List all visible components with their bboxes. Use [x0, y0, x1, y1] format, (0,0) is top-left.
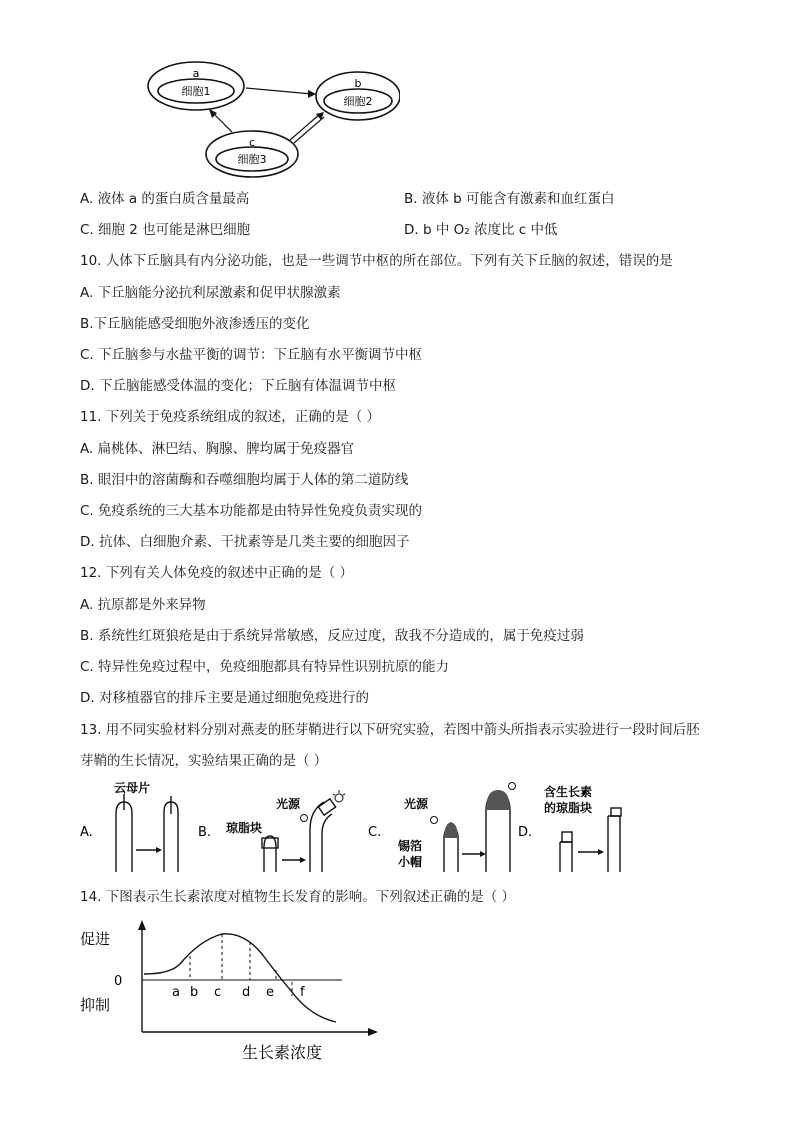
fluid-c-label: c [248, 136, 256, 149]
q10-option-a: A. 下丘脑能分泌抗利尿激素和促甲状腺激素 [80, 285, 341, 301]
q9-option-a: A. 液体 a 的蛋白质含量最高 [80, 191, 250, 207]
q9-option-b: B. 液体 b 可能含有激素和血红蛋白 [404, 191, 615, 207]
q13-c-light-label: 光源 [404, 797, 429, 811]
q10-option-b: B.下丘脑能感受细胞外液渗透压的变化 [80, 316, 310, 332]
q9-option-d: D. b 中 O₂ 浓度比 c 中低 [404, 222, 558, 238]
q10-option-c: C. 下丘脑参与水盐平衡的调节：下丘脑有水平衡调节中枢 [80, 347, 423, 363]
point-label-f: f [300, 985, 305, 1000]
point-label-b: b [190, 985, 199, 1000]
q12-option-d: D. 对移植器官的排斥主要是通过细胞免疫进行的 [80, 690, 369, 706]
q13-letter-a: A. [80, 825, 93, 840]
q13-mica-label: 云母片 [114, 781, 151, 795]
point-label-d: d [242, 985, 251, 1000]
q13-letter-d: D. [518, 825, 533, 840]
y-axis-zero-label: 0 [114, 974, 123, 989]
cell-2-label: 细胞2 [343, 95, 373, 108]
body-fluid-diagram [140, 58, 400, 180]
q13-auxin-agar-label-1: 含生长素 [544, 785, 593, 799]
fluid-a-label: a [192, 67, 200, 80]
q13-stem-line1: 13. 用不同实验材料分别对燕麦的胚芽鞘进行以下研究实验，若图中箭头所指表示实验进行一段时间后胚 [80, 722, 700, 738]
q11-option-c: C. 免疫系统的三大基本功能都是由特异性免疫负责实现的 [80, 503, 423, 519]
q13-auxin-agar-label-2: 的琼脂块 [544, 801, 593, 815]
q11-option-a: A. 扁桃体、淋巴结、胸腺、脾均属于免疫器官 [80, 441, 355, 457]
cell-3-label: 细胞3 [237, 153, 267, 166]
q13-letter-c: C. [368, 825, 382, 840]
y-axis-inhibit-label: 抑制 [80, 996, 111, 1014]
cell-1-label: 细胞1 [181, 85, 211, 98]
q10-option-d: D. 下丘脑能感受体温的变化；下丘脑有体温调节中枢 [80, 378, 396, 394]
x-axis-label: 生长素浓度 [242, 1043, 323, 1062]
q12-stem: 12. 下列有关人体免疫的叙述中正确的是（ ） [80, 565, 354, 581]
q12-option-c: C. 特异性免疫过程中，免疫细胞都具有特异性识别抗原的能力 [80, 659, 450, 675]
point-label-c: c [214, 985, 222, 1000]
q11-option-d: D. 抗体、白细胞介素、干扰素等是几类主要的细胞因子 [80, 534, 410, 550]
coleoptile-experiments-figure [76, 780, 636, 880]
q12-option-a: A. 抗原都是外来异物 [80, 597, 206, 613]
y-axis-promote-label: 促进 [80, 930, 111, 948]
q13-foil-label-2: 小帽 [398, 855, 423, 869]
q13-foil-label-1: 锡箔 [398, 839, 423, 853]
auxin-concentration-graph [80, 918, 380, 1064]
q10-stem: 10. 人体下丘脑具有内分泌功能，也是一些调节中枢的所在部位。下列有关下丘脑的叙述，错误的是 [80, 253, 673, 269]
q13-stem-line2: 芽鞘的生长情况，实验结果正确的是（ ） [80, 753, 328, 769]
growth-response-curve [144, 934, 336, 1022]
point-label-a: a [172, 985, 180, 1000]
point-label-e: e [266, 985, 274, 1000]
q9-option-c: C. 细胞 2 也可能是淋巴细胞 [80, 222, 251, 238]
q13-b-light-label: 光源 [276, 797, 301, 811]
q13-agar-label: 琼脂块 [226, 821, 263, 835]
fluid-b-label: b [354, 77, 362, 90]
q14-stem: 14. 下图表示生长素浓度对植物生长发育的影响。下列叙述正确的是（ ） [80, 889, 516, 905]
q13-letter-b: B. [198, 825, 212, 840]
q12-option-b: B. 系统性红斑狼疮是由于系统异常敏感，反应过度，敌我不分造成的，属于免疫过弱 [80, 628, 584, 644]
q11-stem: 11. 下列关于免疫系统组成的叙述，正确的是（ ） [80, 409, 381, 425]
q11-option-b: B. 眼泪中的溶菌酶和吞噬细胞均属于人体的第二道防线 [80, 472, 409, 488]
